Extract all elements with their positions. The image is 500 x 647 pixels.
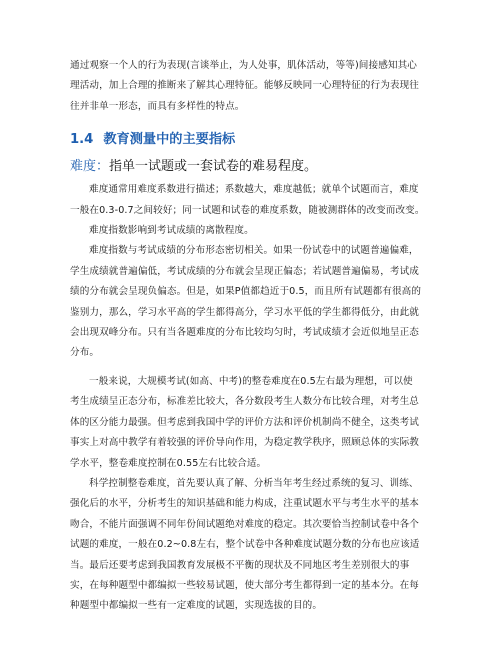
- paragraph-line: 吻合，不能片面强调不同年份间试题绝对难度的稳定。其次要恰当控制试卷中各个: [70, 518, 419, 530]
- paragraph-line: 绩的分布就会呈现负偏态。但是，如果P值都趋近于0.5，而且所有试题都有很高的: [70, 286, 422, 298]
- paragraph-line: 强化后的水平，分析考生的知识基础和能力构成，注重试题水平与考生水平的基本: [70, 498, 419, 510]
- intro-paragraph: [70, 56, 438, 117]
- paragraph-line: 考生成绩呈正态分布，标准差比较大，各分数段考生人数分布比较合理，对考生总: [70, 396, 419, 408]
- paragraph-line: 体的区分能力最强。但考虑到我国中学的评价方法和评价机制尚不健全，这类考试: [70, 416, 419, 428]
- definition-text: 指单一试题或一套试卷的难易程度。: [109, 159, 318, 175]
- section-heading: [70, 130, 438, 150]
- paragraph-line: 一般来说，大规模考试(如高、中考)的整卷难度在0.5左右最为理想，可以使: [89, 375, 413, 387]
- paragraph-control-difficulty: [70, 474, 438, 617]
- document-page: [70, 56, 438, 617]
- intro-line: 往并非单一形态，而具有多样性的特点。: [70, 100, 245, 112]
- intro-line: 通过观察一个人的行为表现(言谈举止，为人处事，肌体活动，等等)间接感知其心: [70, 60, 417, 71]
- paragraph-line: 分布。: [70, 347, 100, 359]
- paragraph-line: 试题的难度，一般在0.2~0.8左右，整个试卷中各种难度试题分数的分布也应该适: [70, 539, 420, 551]
- definition-term: 难度：: [70, 159, 110, 175]
- paragraph-line: 一般在0.3-0.7之间较好；同一试题和试卷的难度系数，随被测群体的改变而改变。: [70, 204, 425, 216]
- paragraph-line: 学水平，整卷难度控制在0.55左右比较合适。: [70, 457, 267, 469]
- paragraph-line: 难度通常用难度系数进行描述；系数越大，难度越低；就单个试题而言，难度: [89, 184, 419, 196]
- section-number: 1.4: [70, 132, 94, 148]
- paragraph-dispersion: [70, 221, 438, 241]
- paragraph-line: 难度指数影响到考试成绩的离散程度。: [89, 225, 254, 237]
- definition-line: [70, 157, 438, 177]
- paragraph-line: 难度指数与考试成绩的分布形态密切相关。如果一份试卷中的试题普遍偏难，: [89, 245, 419, 257]
- paragraph-line: 当。最后还要考虑到我国教育发展极不平衡的现状及不同地区考生差别很大的事: [70, 559, 410, 571]
- intro-line: 理活动，加上合理的推断来了解其心理特征。能够反映同一心理特征的行为表现往: [70, 80, 419, 92]
- paragraph-line: 种题型中都编拟一些有一定难度的试题，实现选拔的目的。: [70, 600, 323, 612]
- paragraph-large-scale-exams: [70, 372, 438, 474]
- paragraph-line: 学生成绩就普遍偏低，考试成绩的分布就会呈现正偏态；若试题普遍偏易，考试成: [70, 265, 419, 277]
- paragraph-line: 科学控制整卷难度，首先要认真了解、分析当年考生经过系统的复习、训练、: [89, 477, 419, 489]
- paragraph-line: 实，在每种题型中都编拟一些较易试题，使大部分考生都得到一定的基本分。在每: [70, 579, 419, 591]
- paragraph-difficulty-coefficient: [70, 180, 438, 221]
- paragraph-line: 会出现双峰分布。只有当各题难度的分布比较均匀时，考试成绩才会近似地呈正态: [70, 327, 419, 339]
- paragraph-gap: [70, 364, 438, 372]
- paragraph-distribution: [70, 241, 438, 363]
- paragraph-line: 鉴别力，那么，学习水平高的学生都得高分，学习水平低的学生都得低分，由此就: [70, 306, 419, 318]
- paragraph-line: 事实上对高中教学有着较强的评价导向作用，为稳定教学秩序，照顾总体的实际教: [70, 437, 419, 449]
- section-title: 教育测量中的主要指标: [103, 132, 236, 148]
